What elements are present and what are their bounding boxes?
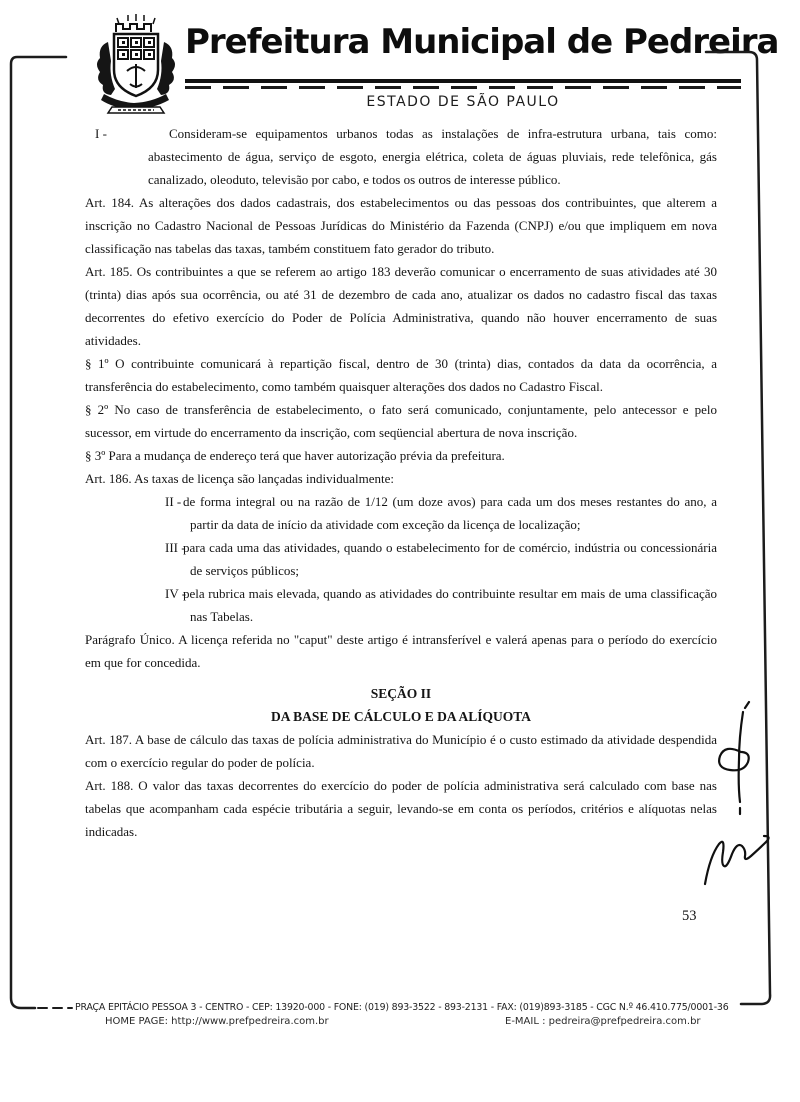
article-185-paragraph-3: § 3º Para a mudança de endereço terá que haver autorização prévia da prefeitura. bbox=[85, 448, 505, 463]
footer-address: PRAÇA EPITÁCIO PESSOA 3 - CENTRO - CEP: 13920-000 - FONE: (019) 893-3522 - 893-2131 - FAX: (019)893-3185 - CGC N.º 46.410.775/0001-36 bbox=[75, 1002, 729, 1013]
inciso-i bbox=[85, 122, 717, 191]
item-ii-label: II - bbox=[165, 494, 182, 509]
inciso-i-text: Consideram-se equipamentos urbanos todas as instalações de infra-estrutura urbana, tais como: abastecimento de água, serviço de esgoto, energia elétrica, coleta de águas pluviais, rede telefônica, gás canalizado, oleoduto, televisão por cabo, e todos os outros de interesse público. bbox=[148, 126, 717, 187]
article-185-paragraph-2: § 2º No caso de transferência de estabelecimento, o fato será comunicado, conjuntamente, pelo antecessor e pelo sucessor, em virtude do encerramento da inscrição, com seqüencial abertura de nova inscrição. bbox=[85, 402, 717, 440]
article-188: Art. 188. O valor das taxas decorrentes do exercício do poder de polícia administrativa será calculado com base nas tabelas que acompanham cada espécie tributária a seguir, levando-se em conta os períodos, critérios e alíquotas nelas indicadas. bbox=[85, 778, 717, 839]
pen-stroke-loop bbox=[719, 749, 749, 771]
page-title: Prefeitura Municipal de Pedreira bbox=[185, 22, 779, 62]
title-underline-dashed bbox=[185, 86, 741, 89]
left-border-line bbox=[11, 57, 66, 1008]
inciso-i-label: I - bbox=[95, 126, 107, 141]
pen-stroke-vertical bbox=[739, 702, 749, 814]
section-subtitle: DA BASE DE CÁLCULO E DA ALÍQUOTA bbox=[270, 709, 532, 724]
section-heading bbox=[85, 682, 717, 728]
item-ii-text: de forma integral ou na razão de 1/12 (um doze avos) para cada um dos meses restantes do ano, a partir da data de início da atividade com exceção da licença de localização; bbox=[183, 494, 717, 532]
section-title: SEÇÃO II bbox=[370, 686, 432, 701]
item-iii-label: III - bbox=[165, 540, 186, 555]
item-iv-text: pela rubrica mais elevada, quando as atividades do contribuinte resultar em mais de uma classificação nas Tabelas. bbox=[183, 586, 717, 624]
article-184: Art. 184. As alterações dos dados cadastrais, dos estabelecimentos ou das pessoas dos contribuintes, que alterem a inscrição no Cadastro Nacional de Pessoas Jurídicas do Ministério da Fazenda (CNPJ) e/ou que impliquem em nova classificação nas tabelas das taxas, também constituem fato gerador do tributo. bbox=[85, 195, 717, 256]
article-186-item-iv bbox=[85, 582, 717, 628]
title-underline bbox=[185, 79, 741, 83]
article-186-item-iii bbox=[85, 536, 717, 582]
letterhead-subtitle: ESTADO DE SÃO PAULO bbox=[366, 94, 560, 110]
letterhead bbox=[185, 22, 779, 62]
document-body bbox=[85, 122, 717, 843]
article-185: Art. 185. Os contribuintes a que se referem ao artigo 183 deverão comunicar o encerramento de suas atividades até 30 (trinta) dias após sua ocorrência, ou até 31 de dezembro de cada ano, atualizar os dados no cadastro fiscal das taxas decorrentes do efetivo exercício do Poder de Polícia Administrativa, quando não houver encerramento de suas atividades. bbox=[85, 264, 717, 348]
article-186-item-ii bbox=[85, 490, 717, 536]
article-187: Art. 187. A base de cálculo das taxas de polícia administrativa do Município é o custo estimado da atividade despendida com o exercício regular do poder de polícia. bbox=[85, 732, 717, 770]
paragrafo-unico: Parágrafo Único. A licença referida no "caput" deste artigo é intransferível e valerá apenas para o período do exercício em que for concedida. bbox=[85, 632, 717, 670]
page-number: 53 bbox=[682, 908, 697, 924]
item-iv-label: IV - bbox=[165, 586, 187, 601]
coat-of-arms-icon bbox=[86, 12, 186, 118]
footer-homepage: HOME PAGE: http://www.prefpedreira.com.br bbox=[105, 1016, 329, 1027]
footer-email: E-MAIL : pedreira@prefpedreira.com.br bbox=[505, 1016, 701, 1027]
item-iii-text: para cada uma das atividades, quando o estabelecimento for de comércio, indústria ou concessionária de serviços públicos; bbox=[183, 540, 717, 578]
pen-stroke-signature bbox=[705, 836, 769, 884]
article-186: Art. 186. As taxas de licença são lançadas individualmente: bbox=[85, 471, 395, 486]
article-185-paragraph-1: § 1º O contribuinte comunicará à repartição fiscal, dentro de 30 (trinta) dias, contados da data da ocorrência, a transferência do estabelecimento, como também quaisquer alterações dos dados no Cadastro Fiscal. bbox=[85, 356, 717, 394]
